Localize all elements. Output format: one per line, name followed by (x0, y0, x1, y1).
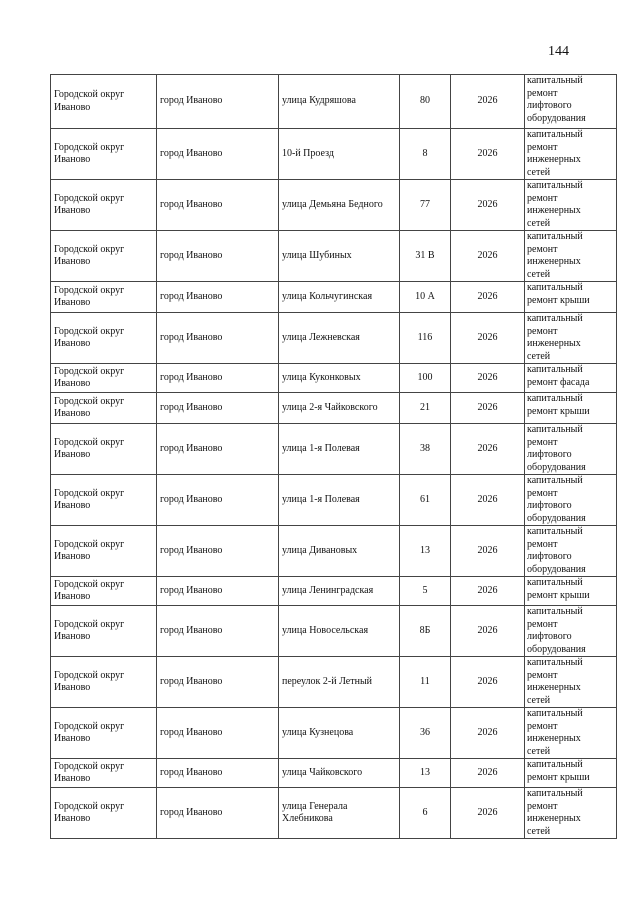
cell-year: 2026 (451, 231, 525, 282)
cell-house-number: 6 (400, 788, 451, 839)
table-row (51, 759, 617, 788)
table-row (51, 231, 617, 282)
table-row (51, 606, 617, 657)
table-row (51, 788, 617, 839)
cell-city: город Иваново (157, 313, 279, 364)
table-row (51, 75, 617, 129)
cell-district: Городской округ Иваново (51, 577, 157, 606)
cell-work-type: капитальный ремонт инженерных сетей (525, 180, 617, 231)
cell-house-number: 13 (400, 759, 451, 788)
cell-city: город Иваново (157, 788, 279, 839)
cell-city: город Иваново (157, 475, 279, 526)
cell-year: 2026 (451, 424, 525, 475)
cell-work-type: капитальный ремонт крыши (525, 393, 617, 424)
cell-house-number: 11 (400, 657, 451, 708)
cell-work-type: капитальный ремонт крыши (525, 759, 617, 788)
table-row (51, 577, 617, 606)
cell-house-number: 100 (400, 364, 451, 393)
cell-city: город Иваново (157, 75, 279, 129)
cell-work-type: капитальный ремонт лифтового оборудования (525, 75, 617, 129)
table-row (51, 282, 617, 313)
cell-city: город Иваново (157, 231, 279, 282)
cell-street: 10-й Проезд (279, 129, 400, 180)
cell-city: город Иваново (157, 282, 279, 313)
cell-year: 2026 (451, 180, 525, 231)
table-row (51, 526, 617, 577)
cell-city: город Иваново (157, 708, 279, 759)
cell-district: Городской округ Иваново (51, 424, 157, 475)
cell-year: 2026 (451, 657, 525, 708)
cell-house-number: 13 (400, 526, 451, 577)
table-row (51, 129, 617, 180)
cell-street: улица Ленинградская (279, 577, 400, 606)
cell-house-number: 80 (400, 75, 451, 129)
cell-work-type: капитальный ремонт лифтового оборудования (525, 424, 617, 475)
cell-district: Городской округ Иваново (51, 231, 157, 282)
cell-year: 2026 (451, 129, 525, 180)
cell-street: улица Куконковых (279, 364, 400, 393)
cell-year: 2026 (451, 526, 525, 577)
cell-year: 2026 (451, 606, 525, 657)
table-row (51, 657, 617, 708)
cell-city: город Иваново (157, 180, 279, 231)
cell-city: город Иваново (157, 393, 279, 424)
cell-house-number: 8Б (400, 606, 451, 657)
cell-street: улица 2-я Чайковского (279, 393, 400, 424)
table-row (51, 393, 617, 424)
cell-work-type: капитальный ремонт крыши (525, 282, 617, 313)
cell-district: Городской округ Иваново (51, 129, 157, 180)
cell-street: улица Демьяна Бедного (279, 180, 400, 231)
cell-year: 2026 (451, 393, 525, 424)
table-row (51, 364, 617, 393)
cell-year: 2026 (451, 282, 525, 313)
cell-work-type: капитальный ремонт инженерных сетей (525, 708, 617, 759)
cell-house-number: 21 (400, 393, 451, 424)
cell-house-number: 38 (400, 424, 451, 475)
table-row (51, 313, 617, 364)
cell-street: улица Кольчугинская (279, 282, 400, 313)
table-row (51, 708, 617, 759)
cell-year: 2026 (451, 788, 525, 839)
cell-street: переулок 2-й Летный (279, 657, 400, 708)
cell-district: Городской округ Иваново (51, 759, 157, 788)
cell-city: город Иваново (157, 759, 279, 788)
cell-street: улица Кузнецова (279, 708, 400, 759)
cell-work-type: капитальный ремонт инженерных сетей (525, 788, 617, 839)
cell-work-type: капитальный ремонт крыши (525, 577, 617, 606)
cell-work-type: капитальный ремонт инженерных сетей (525, 657, 617, 708)
cell-city: город Иваново (157, 526, 279, 577)
cell-work-type: капитальный ремонт лифтового оборудования (525, 475, 617, 526)
cell-house-number: 31 В (400, 231, 451, 282)
cell-house-number: 5 (400, 577, 451, 606)
page-number: 144 (548, 44, 569, 59)
cell-work-type: капитальный ремонт лифтового оборудования (525, 526, 617, 577)
cell-year: 2026 (451, 577, 525, 606)
cell-street: улица Чайковского (279, 759, 400, 788)
cell-district: Городской округ Иваново (51, 75, 157, 129)
cell-year: 2026 (451, 75, 525, 129)
cell-work-type: капитальный ремонт инженерных сетей (525, 313, 617, 364)
cell-district: Городской округ Иваново (51, 475, 157, 526)
table-row (51, 424, 617, 475)
cell-work-type: капитальный ремонт инженерных сетей (525, 231, 617, 282)
cell-year: 2026 (451, 364, 525, 393)
cell-street: улица Генерала Хлебникова (279, 788, 400, 839)
cell-district: Городской округ Иваново (51, 708, 157, 759)
cell-city: город Иваново (157, 364, 279, 393)
cell-year: 2026 (451, 475, 525, 526)
cell-district: Городской округ Иваново (51, 282, 157, 313)
cell-house-number: 61 (400, 475, 451, 526)
cell-district: Городской округ Иваново (51, 364, 157, 393)
cell-city: город Иваново (157, 657, 279, 708)
cell-street: улица Шубиных (279, 231, 400, 282)
cell-street: улица Лежневская (279, 313, 400, 364)
cell-district: Городской округ Иваново (51, 788, 157, 839)
table-body (51, 75, 617, 839)
repair-schedule-table (50, 74, 617, 839)
cell-house-number: 116 (400, 313, 451, 364)
cell-district: Городской округ Иваново (51, 657, 157, 708)
cell-district: Городской округ Иваново (51, 526, 157, 577)
table-row (51, 180, 617, 231)
cell-district: Городской округ Иваново (51, 180, 157, 231)
cell-city: город Иваново (157, 577, 279, 606)
cell-house-number: 77 (400, 180, 451, 231)
cell-work-type: капитальный ремонт фасада (525, 364, 617, 393)
cell-house-number: 10 А (400, 282, 451, 313)
cell-city: город Иваново (157, 424, 279, 475)
table-row (51, 475, 617, 526)
cell-house-number: 8 (400, 129, 451, 180)
cell-street: улица Кудряшова (279, 75, 400, 129)
cell-district: Городской округ Иваново (51, 313, 157, 364)
cell-work-type: капитальный ремонт лифтового оборудования (525, 606, 617, 657)
cell-street: улица 1-я Полевая (279, 424, 400, 475)
cell-district: Городской округ Иваново (51, 606, 157, 657)
cell-district: Городской округ Иваново (51, 393, 157, 424)
cell-city: город Иваново (157, 129, 279, 180)
cell-year: 2026 (451, 759, 525, 788)
cell-work-type: капитальный ремонт инженерных сетей (525, 129, 617, 180)
cell-city: город Иваново (157, 606, 279, 657)
cell-street: улица Дивановых (279, 526, 400, 577)
cell-year: 2026 (451, 313, 525, 364)
cell-year: 2026 (451, 708, 525, 759)
cell-street: улица Новосельская (279, 606, 400, 657)
cell-house-number: 36 (400, 708, 451, 759)
cell-street: улица 1-я Полевая (279, 475, 400, 526)
